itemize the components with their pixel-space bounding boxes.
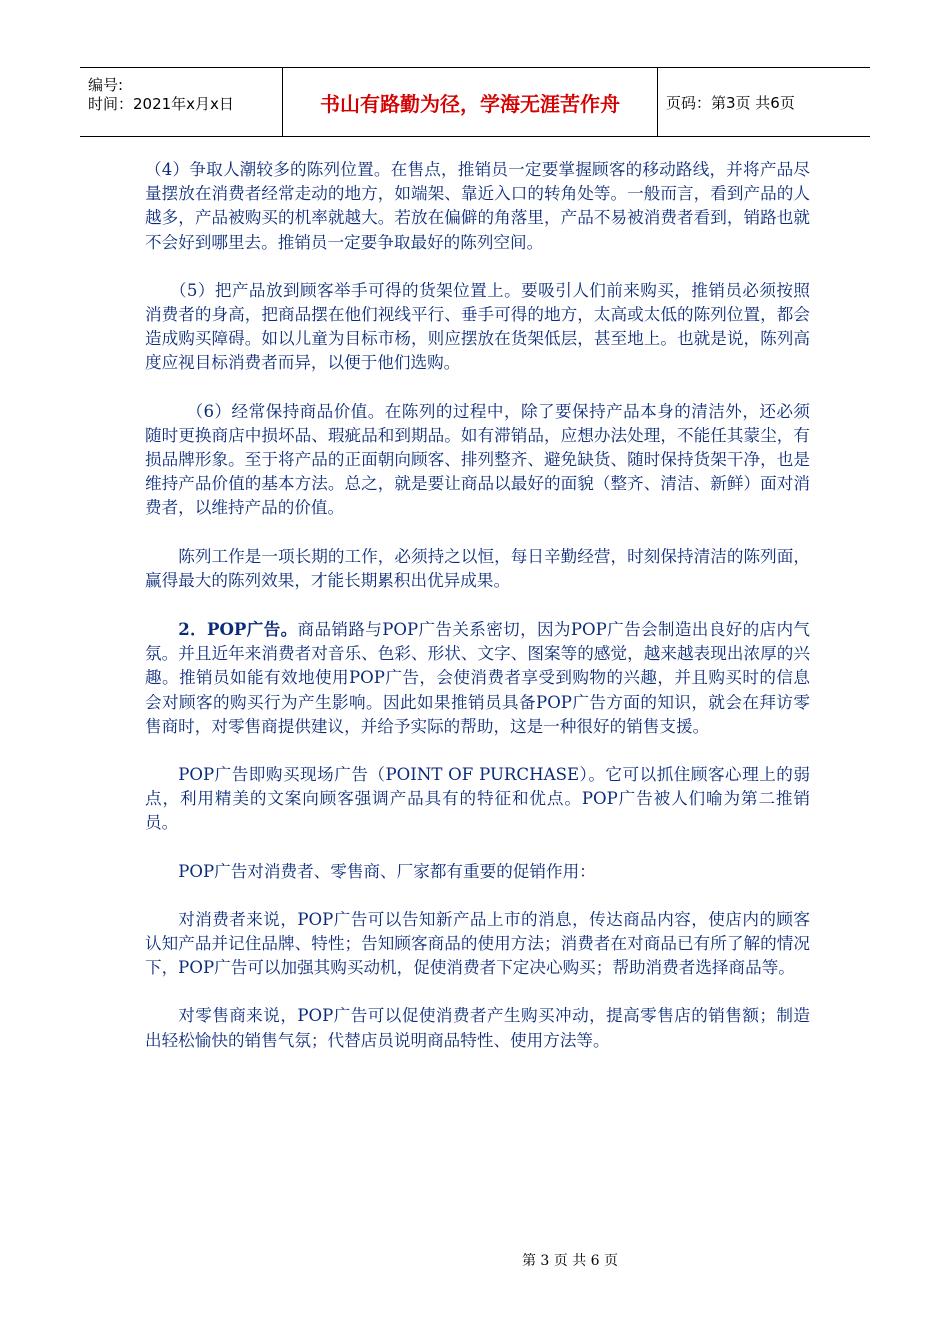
header-meta-cell [80, 68, 283, 136]
paragraph-pop-retailer: 对零售商来说，POP广告可以促使消费者产生购买冲动，提高零售店的销售额；制造出轻松愉快的销售气氛；代替店员说明商品特性、使用方法等。 [145, 1006, 810, 1050]
header-page-number: 页码：第3页 共6页 [666, 93, 795, 112]
document-body [145, 158, 810, 1077]
paragraph-pop-definition: POP广告即购买现场广告（POINT OF PURCHASE）。它可以抓住顾客心理上的弱点，利用精美的文案向顾客强调产品具有的特征和优点。POP广告被人们喻为第二推销员。 [145, 765, 810, 833]
paragraph-display-work: 陈列工作是一项长期的工作，必须持之以恒，每日辛勤经营，时刻保持清洁的陈列面，赢得最大的陈列效果，才能长期累积出优异成果。 [145, 546, 810, 590]
header-motto: 书山有路勤为径，学海无涯苦作舟 [283, 68, 658, 136]
paragraph-display-position: （4）争取人潮较多的陈列位置。在售点，推销员一定要掌握顾客的移动路线，并将产品尽量摆放在消费者经常走动的地方，如端架、靠近入口的转角处等。一般而言，看到产品的人越多，产品被购买的机率就越大。若放在偏僻的角落里，产品不易被消费者看到，销路也就不会好到哪里去。推销员一定要争取最好的陈列空间。 [145, 160, 810, 252]
paragraph-pop-roles: POP广告对消费者、零售商、厂家都有重要的促销作用： [178, 861, 596, 881]
paragraph-pop-intro [145, 617, 810, 739]
document-number-label: 编号: [88, 76, 124, 94]
pop-heading: 2．POP广告。 [178, 619, 298, 640]
document-date-label: 时间：2021年x月x日 [88, 95, 234, 113]
paragraph-shelf-height: （5）把产品放到顾客举手可得的货架位置上。要吸引人们前来购买，推销员必须按照消费者的身高，把商品摆在他们视线平行、垂手可得的地方，太高或太低的陈列位置，都会造成购买障碍。如以儿童为目标市杨，则应摆放在货架低层，甚至地上。也就是说，陈列高度应视目标消费者而异，以便于他们选购。 [145, 280, 810, 373]
paragraph-product-value: （6）经常保持商品价值。在陈列的过程中，除了要保持产品本身的清洁外，还必须随时更换商店中损坏品、瑕疵品和到期品。如有滞销品，应想办法处理，不能任其蒙尘，有损品牌形象。至于将产品的正面朝向顾客、排列整齐、避免缺货、随时保持货架干净，也是维持产品价值的基本方法。总之，就是要让商品以最好的面貌（整齐、清洁、新鲜）面对消费者，以维持产品的价值。 [145, 401, 810, 518]
pop-intro-text: 商品销路与POP广告关系密切，因为POP广告会制造出良好的店内气氛。并且近年来消费者对音乐、色彩、形状、文字、图案等的感觉，越来越表现出浓厚的兴趣。推销员如能有效地使用POP广告，会使消费者享受到购物的兴趣，并且购买时的信息会对顾客的购买行为产生影响。因此如果推销员具备POP广告方面的知识，就会在拜访零售商时，对零售商提供建议，并给予实际的帮助，这是一种很好的销售支援。 [145, 620, 810, 736]
paragraph-pop-consumer: 对消费者来说，POP广告可以告知新产品上市的消息，传达商品内容，使店内的顾客认知产品并记住品牌、特性；告知顾客商品的使用方法；消费者在对商品已有所了解的情况下，POP广告可以加强其购买动机，促使消费者下定决心购买；帮助消费者选择商品等。 [145, 909, 810, 978]
page-header [80, 67, 870, 137]
page-footer: 第 3 页 共 6 页 [521, 1253, 619, 1269]
